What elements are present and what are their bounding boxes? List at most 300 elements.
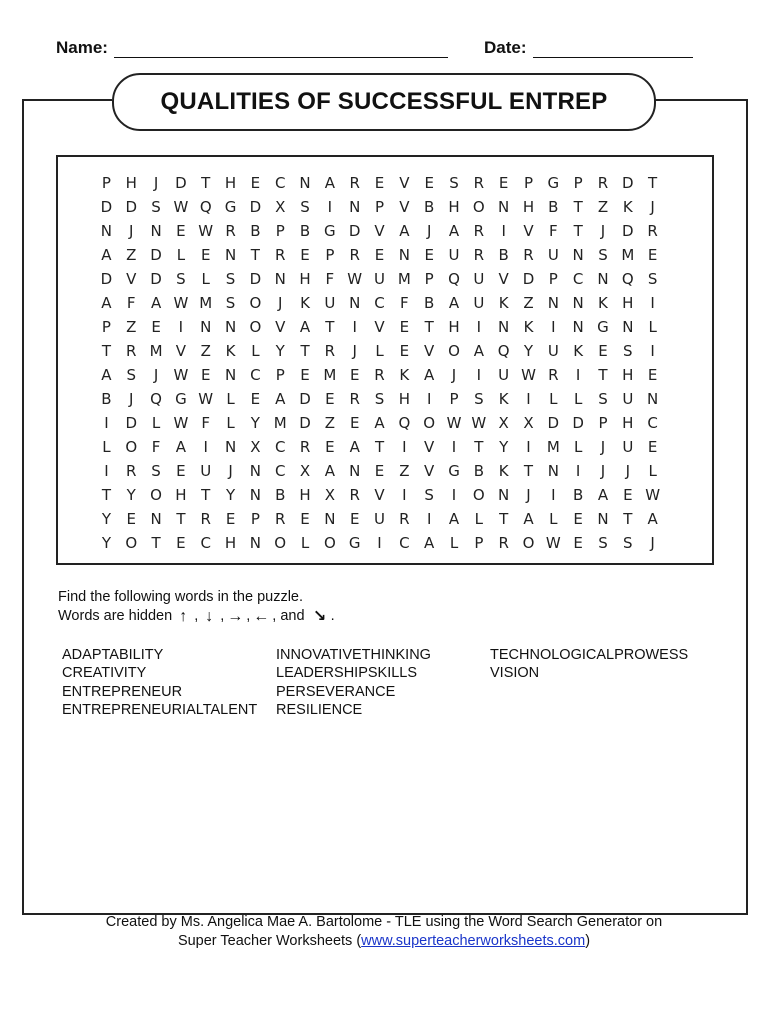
grid-letter[interactable]: A xyxy=(424,366,435,384)
grid-letter[interactable]: I xyxy=(451,438,457,456)
grid-letter[interactable]: N xyxy=(349,462,361,480)
grid-letter[interactable]: E xyxy=(349,510,360,528)
grid-letter[interactable]: W xyxy=(521,366,536,384)
grid-letter[interactable]: D xyxy=(249,198,262,216)
grid-letter[interactable]: H xyxy=(448,318,460,336)
grid-letter[interactable]: K xyxy=(573,342,584,360)
grid-letter[interactable]: I xyxy=(104,414,109,432)
grid-letter[interactable]: A xyxy=(150,294,162,312)
grid-letter[interactable]: N xyxy=(100,222,113,240)
grid-letter[interactable]: I xyxy=(501,222,506,240)
grid-letter[interactable]: A xyxy=(424,534,435,552)
grid-letter[interactable]: N xyxy=(547,462,559,480)
grid-letter[interactable]: E xyxy=(250,174,261,192)
grid-letter[interactable]: K xyxy=(498,294,509,312)
grid-letter[interactable]: D xyxy=(175,174,187,192)
grid-letter[interactable]: T xyxy=(176,510,186,528)
grid-letter[interactable]: H xyxy=(622,366,634,384)
grid-letter[interactable]: J xyxy=(228,462,233,480)
grid-letter[interactable]: J xyxy=(600,222,606,240)
grid-letter[interactable]: E xyxy=(300,246,310,264)
grid-letter[interactable]: S xyxy=(623,534,633,552)
grid-letter[interactable]: X xyxy=(523,414,534,432)
grid-letter[interactable]: F xyxy=(549,222,558,240)
grid-letter[interactable]: G xyxy=(448,462,460,480)
grid-letter[interactable]: N xyxy=(224,318,237,336)
grid-letter[interactable]: N xyxy=(398,246,410,264)
grid-letter[interactable]: T xyxy=(300,342,310,360)
grid-letter[interactable]: S xyxy=(598,390,608,408)
grid-letter[interactable]: M xyxy=(149,342,163,360)
grid-letter[interactable]: M xyxy=(273,414,287,432)
grid-letter[interactable]: T xyxy=(598,366,608,384)
grid-letter[interactable]: U xyxy=(200,462,212,480)
grid-letter[interactable]: N xyxy=(249,534,261,552)
grid-letter[interactable]: L xyxy=(549,510,558,528)
grid-letter[interactable]: F xyxy=(400,294,409,312)
grid-letter[interactable]: R xyxy=(225,222,236,240)
grid-letter[interactable]: W xyxy=(173,366,189,384)
grid-letter[interactable]: J xyxy=(277,294,283,312)
grid-letter[interactable]: I xyxy=(426,510,432,528)
grid-letter[interactable]: P xyxy=(275,222,285,240)
grid-letter[interactable]: P xyxy=(548,270,558,288)
grid-letter[interactable]: I xyxy=(104,462,109,480)
grid-letter[interactable]: E xyxy=(399,318,410,336)
grid-letter[interactable]: N xyxy=(150,222,162,240)
grid-letter[interactable]: Q xyxy=(497,342,510,360)
grid-letter[interactable]: O xyxy=(274,534,287,552)
name-line[interactable] xyxy=(114,41,448,58)
grid-letter[interactable]: X xyxy=(498,414,509,432)
grid-letter[interactable]: W xyxy=(446,414,462,432)
grid-letter[interactable]: K xyxy=(598,294,608,312)
grid-letter[interactable]: J xyxy=(451,366,457,384)
grid-letter[interactable]: E xyxy=(573,510,583,528)
grid-letter[interactable]: P xyxy=(449,390,459,408)
grid-letter[interactable]: J xyxy=(426,222,432,240)
grid-letter[interactable]: T xyxy=(201,486,211,504)
grid-letter[interactable]: M xyxy=(323,366,337,384)
grid-letter[interactable]: S xyxy=(225,294,236,312)
grid-letter[interactable]: N xyxy=(547,294,559,312)
grid-letter[interactable]: R xyxy=(647,222,658,240)
grid-letter[interactable]: R xyxy=(324,342,336,360)
grid-letter[interactable]: I xyxy=(476,366,482,384)
grid-letter[interactable]: W xyxy=(347,270,363,288)
grid-letter[interactable]: I xyxy=(451,486,457,504)
grid-letter[interactable]: R xyxy=(349,174,360,192)
grid-letter[interactable]: M xyxy=(621,246,635,264)
grid-letter[interactable]: B xyxy=(573,486,584,504)
grid-letter[interactable]: E xyxy=(573,534,583,552)
grid-letter[interactable]: I xyxy=(526,438,531,456)
grid-letter[interactable]: O xyxy=(323,534,336,552)
grid-letter[interactable]: I xyxy=(178,318,184,336)
grid-letter[interactable]: I xyxy=(551,486,556,504)
grid-letter[interactable]: K xyxy=(225,342,236,360)
grid-letter[interactable]: A xyxy=(647,510,658,528)
grid-letter[interactable]: D xyxy=(150,270,162,288)
grid-letter[interactable]: O xyxy=(249,294,262,312)
grid-letter[interactable]: E xyxy=(349,366,360,384)
grid-letter[interactable]: H xyxy=(125,174,137,192)
grid-letter[interactable]: A xyxy=(523,510,534,528)
grid-letter[interactable]: M xyxy=(199,294,213,312)
grid-letter[interactable]: R xyxy=(274,246,286,264)
grid-letter[interactable]: V xyxy=(399,198,410,216)
grid-letter[interactable]: S xyxy=(424,486,434,504)
grid-letter[interactable]: I xyxy=(575,462,581,480)
grid-letter[interactable]: D xyxy=(100,198,113,216)
grid-letter[interactable]: X xyxy=(324,486,335,504)
grid-letter[interactable]: N xyxy=(498,318,510,336)
grid-letter[interactable]: N xyxy=(349,198,361,216)
grid-letter[interactable]: W xyxy=(173,198,189,216)
grid-letter[interactable]: P xyxy=(424,270,434,288)
grid-letter[interactable]: G xyxy=(224,198,237,216)
grid-letter[interactable]: T xyxy=(151,534,161,552)
grid-letter[interactable]: J xyxy=(352,342,357,360)
grid-letter[interactable]: V xyxy=(126,270,137,288)
grid-letter[interactable]: R xyxy=(399,510,410,528)
grid-letter[interactable]: L xyxy=(102,438,111,456)
grid-letter[interactable]: B xyxy=(299,222,311,240)
grid-letter[interactable]: Z xyxy=(597,198,609,216)
grid-letter[interactable]: T xyxy=(474,438,484,456)
grid-letter[interactable]: H xyxy=(224,534,237,552)
grid-letter[interactable]: D xyxy=(125,198,138,216)
grid-letter[interactable]: P xyxy=(101,318,111,336)
grid-letter[interactable]: R xyxy=(473,246,485,264)
grid-letter[interactable]: I xyxy=(575,366,581,384)
grid-letter[interactable]: E xyxy=(176,222,186,240)
grid-letter[interactable]: I xyxy=(203,438,208,456)
grid-letter[interactable]: T xyxy=(101,342,111,360)
grid-letter[interactable]: E xyxy=(424,174,434,192)
grid-letter[interactable]: B xyxy=(548,198,559,216)
grid-letter[interactable]: R xyxy=(349,486,360,504)
grid-letter[interactable]: E xyxy=(374,174,385,192)
grid-letter[interactable]: A xyxy=(597,486,609,504)
grid-letter[interactable]: E xyxy=(349,414,360,432)
grid-letter[interactable]: S xyxy=(225,270,236,288)
grid-letter[interactable]: R xyxy=(274,510,286,528)
grid-letter[interactable]: L xyxy=(151,414,161,432)
grid-letter[interactable]: N xyxy=(622,318,634,336)
grid-letter[interactable]: Y xyxy=(126,486,136,504)
grid-letter[interactable]: L xyxy=(449,534,459,552)
grid-letter[interactable]: S xyxy=(647,270,658,288)
grid-letter[interactable]: P xyxy=(101,174,111,192)
grid-letter[interactable]: X xyxy=(299,462,311,480)
grid-letter[interactable]: N xyxy=(324,510,336,528)
grid-letter[interactable]: E xyxy=(399,342,410,360)
grid-letter[interactable]: B xyxy=(424,198,435,216)
grid-letter[interactable]: I xyxy=(426,390,432,408)
grid-letter[interactable]: E xyxy=(225,510,236,528)
grid-letter[interactable]: W xyxy=(198,222,214,240)
grid-letter[interactable]: L xyxy=(226,414,235,432)
grid-letter[interactable]: L xyxy=(201,270,210,288)
grid-letter[interactable]: T xyxy=(523,462,534,480)
grid-letter[interactable]: A xyxy=(324,462,335,480)
grid-letter[interactable]: P xyxy=(250,510,260,528)
grid-letter[interactable]: L xyxy=(375,342,384,360)
grid-letter[interactable]: J xyxy=(600,438,606,456)
grid-letter[interactable]: A xyxy=(275,390,286,408)
grid-letter[interactable]: P xyxy=(598,414,608,432)
grid-letter[interactable]: D xyxy=(299,414,311,432)
grid-letter[interactable]: E xyxy=(176,534,186,552)
grid-letter[interactable]: N xyxy=(249,462,261,480)
grid-letter[interactable]: T xyxy=(424,318,434,336)
grid-letter[interactable]: H xyxy=(398,390,410,408)
grid-letter[interactable]: S xyxy=(176,270,186,288)
grid-letter[interactable]: P xyxy=(523,174,534,192)
grid-letter[interactable]: B xyxy=(101,390,112,408)
grid-letter[interactable]: O xyxy=(249,318,262,336)
grid-letter[interactable]: E xyxy=(647,438,658,456)
grid-letter[interactable]: E xyxy=(647,366,658,384)
grid-letter[interactable]: L xyxy=(226,390,235,408)
grid-letter[interactable]: U xyxy=(324,294,336,312)
grid-letter[interactable]: M xyxy=(397,270,411,288)
grid-letter[interactable]: X xyxy=(275,198,286,216)
grid-letter[interactable]: W xyxy=(173,294,189,312)
grid-letter[interactable]: Y xyxy=(250,414,260,432)
grid-letter[interactable]: R xyxy=(200,510,211,528)
grid-letter[interactable]: T xyxy=(648,174,658,192)
grid-letter[interactable]: B xyxy=(424,294,435,312)
grid-letter[interactable]: R xyxy=(473,222,485,240)
grid-letter[interactable]: R xyxy=(126,462,137,480)
grid-letter[interactable]: L xyxy=(176,246,186,264)
grid-letter[interactable]: V xyxy=(424,438,435,456)
grid-letter[interactable]: A xyxy=(101,246,112,264)
grid-letter[interactable]: G xyxy=(324,222,336,240)
grid-letter[interactable]: K xyxy=(300,294,310,312)
grid-letter[interactable]: H xyxy=(299,270,311,288)
grid-letter[interactable]: B xyxy=(275,486,286,504)
grid-letter[interactable]: G xyxy=(597,318,609,336)
grid-letter[interactable]: I xyxy=(327,198,333,216)
grid-letter[interactable]: C xyxy=(399,534,410,552)
grid-letter[interactable]: I xyxy=(526,390,531,408)
grid-letter[interactable]: S xyxy=(474,390,484,408)
grid-letter[interactable]: V xyxy=(275,318,286,336)
grid-letter[interactable]: H xyxy=(224,174,237,192)
grid-letter[interactable]: D xyxy=(547,414,560,432)
grid-letter[interactable]: O xyxy=(125,534,138,552)
grid-letter[interactable]: W xyxy=(645,486,661,504)
grid-letter[interactable]: L xyxy=(251,342,260,360)
grid-letter[interactable]: T xyxy=(623,510,633,528)
grid-letter[interactable]: R xyxy=(473,174,485,192)
grid-letter[interactable]: E xyxy=(151,318,161,336)
grid-letter[interactable]: E xyxy=(325,390,335,408)
grid-letter[interactable]: A xyxy=(399,222,410,240)
grid-letter[interactable]: D xyxy=(622,222,634,240)
grid-letter[interactable]: B xyxy=(250,222,261,240)
grid-letter[interactable]: Z xyxy=(200,342,211,360)
grid-letter[interactable]: V xyxy=(424,462,435,480)
grid-letter[interactable]: J xyxy=(153,174,159,192)
grid-letter[interactable]: E xyxy=(250,390,261,408)
grid-letter[interactable]: I xyxy=(352,318,357,336)
grid-letter[interactable]: Q xyxy=(150,390,162,408)
grid-letter[interactable]: U xyxy=(622,390,634,408)
grid-letter[interactable]: O xyxy=(472,486,485,504)
grid-letter[interactable]: N xyxy=(224,246,237,264)
grid-letter[interactable]: G xyxy=(175,390,187,408)
grid-letter[interactable]: J xyxy=(129,222,134,240)
grid-letter[interactable]: H xyxy=(448,198,460,216)
grid-letter[interactable]: P xyxy=(573,174,583,192)
grid-letter[interactable]: S xyxy=(623,342,633,360)
grid-letter[interactable]: F xyxy=(151,438,161,456)
grid-letter[interactable]: D xyxy=(348,222,361,240)
grid-letter[interactable]: I xyxy=(551,318,556,336)
grid-letter[interactable]: F xyxy=(126,294,136,312)
grid-letter[interactable]: U xyxy=(473,270,485,288)
grid-letter[interactable]: A xyxy=(324,174,335,192)
grid-letter[interactable]: S xyxy=(598,246,608,264)
grid-letter[interactable]: V xyxy=(175,342,187,360)
grid-letter[interactable]: R xyxy=(126,342,137,360)
grid-letter[interactable]: Q xyxy=(398,414,411,432)
grid-letter[interactable]: E xyxy=(300,366,310,384)
grid-letter[interactable]: O xyxy=(522,534,535,552)
grid-letter[interactable]: T xyxy=(573,198,583,216)
grid-letter[interactable]: Q xyxy=(621,270,634,288)
grid-letter[interactable]: V xyxy=(523,222,534,240)
grid-letter[interactable]: E xyxy=(300,510,310,528)
grid-letter[interactable]: A xyxy=(473,342,484,360)
grid-letter[interactable]: X xyxy=(250,438,261,456)
grid-letter[interactable]: N xyxy=(150,510,162,528)
grid-letter[interactable]: T xyxy=(325,318,335,336)
grid-letter[interactable]: Z xyxy=(126,246,137,264)
grid-letter[interactable]: T xyxy=(201,174,211,192)
grid-letter[interactable]: W xyxy=(198,390,214,408)
grid-letter[interactable]: Y xyxy=(101,534,111,552)
grid-letter[interactable]: N xyxy=(647,390,659,408)
grid-letter[interactable]: U xyxy=(448,246,460,264)
grid-letter[interactable]: G xyxy=(348,534,361,552)
grid-letter[interactable]: B xyxy=(498,246,509,264)
grid-letter[interactable]: K xyxy=(498,390,509,408)
grid-letter[interactable]: E xyxy=(623,486,633,504)
grid-letter[interactable]: R xyxy=(597,174,609,192)
grid-letter[interactable]: D xyxy=(125,414,138,432)
grid-letter[interactable]: L xyxy=(549,390,558,408)
grid-letter[interactable]: J xyxy=(625,462,631,480)
grid-letter[interactable]: L xyxy=(573,390,583,408)
grid-letter[interactable]: D xyxy=(100,270,113,288)
grid-letter[interactable]: C xyxy=(250,366,261,384)
grid-letter[interactable]: J xyxy=(526,486,531,504)
grid-letter[interactable]: N xyxy=(349,294,361,312)
grid-letter[interactable]: E xyxy=(647,246,658,264)
grid-letter[interactable]: C xyxy=(572,270,584,288)
grid-letter[interactable]: T xyxy=(573,222,583,240)
grid-letter[interactable]: E xyxy=(598,342,608,360)
grid-letter[interactable]: I xyxy=(377,534,382,552)
grid-letter[interactable]: N xyxy=(224,366,237,384)
grid-letter[interactable]: C xyxy=(374,294,385,312)
grid-letter[interactable]: Q xyxy=(199,198,212,216)
grid-letter[interactable]: R xyxy=(523,246,534,264)
grid-letter[interactable]: E xyxy=(424,246,434,264)
grid-letter[interactable]: I xyxy=(650,342,655,360)
grid-letter[interactable]: N xyxy=(224,438,237,456)
grid-letter[interactable]: N xyxy=(597,270,609,288)
grid-letter[interactable]: O xyxy=(448,342,460,360)
grid-letter[interactable]: E xyxy=(126,510,136,528)
grid-letter[interactable]: A xyxy=(448,222,460,240)
grid-letter[interactable]: I xyxy=(650,294,655,312)
grid-letter[interactable]: V xyxy=(374,318,385,336)
grid-letter[interactable]: G xyxy=(547,174,560,192)
grid-letter[interactable]: E xyxy=(200,366,211,384)
grid-letter[interactable]: A xyxy=(349,438,360,456)
grid-letter[interactable]: T xyxy=(250,246,260,264)
grid-letter[interactable]: C xyxy=(274,462,286,480)
grid-letter[interactable]: F xyxy=(201,414,211,432)
grid-letter[interactable]: P xyxy=(375,198,385,216)
grid-letter[interactable]: S xyxy=(449,174,459,192)
grid-letter[interactable]: U xyxy=(622,438,634,456)
grid-letter[interactable]: Y xyxy=(499,438,509,456)
grid-letter[interactable]: A xyxy=(101,366,112,384)
grid-letter[interactable]: U xyxy=(498,366,510,384)
grid-letter[interactable]: H xyxy=(622,414,634,432)
grid-letter[interactable]: N xyxy=(572,246,584,264)
grid-letter[interactable]: J xyxy=(153,366,159,384)
grid-letter[interactable]: P xyxy=(275,366,285,384)
grid-letter[interactable]: Z xyxy=(126,318,137,336)
grid-letter[interactable]: U xyxy=(547,246,559,264)
grid-letter[interactable]: I xyxy=(402,438,407,456)
grid-letter[interactable]: H xyxy=(299,486,311,504)
grid-letter[interactable]: N xyxy=(274,270,286,288)
date-line[interactable] xyxy=(533,41,693,58)
grid-letter[interactable]: S xyxy=(300,198,310,216)
grid-letter[interactable]: K xyxy=(399,366,410,384)
grid-letter[interactable]: U xyxy=(473,294,485,312)
grid-letter[interactable]: R xyxy=(498,534,509,552)
grid-letter[interactable]: Y xyxy=(101,510,111,528)
grid-letter[interactable]: O xyxy=(125,438,138,456)
grid-letter[interactable]: J xyxy=(650,198,655,216)
grid-letter[interactable]: N xyxy=(572,318,584,336)
grid-letter[interactable]: W xyxy=(545,534,561,552)
grid-letter[interactable]: V xyxy=(374,222,385,240)
grid-letter[interactable]: A xyxy=(175,438,187,456)
grid-letter[interactable]: Y xyxy=(225,486,236,504)
grid-letter[interactable]: Y xyxy=(275,342,285,360)
grid-letter[interactable]: D xyxy=(522,270,535,288)
grid-letter[interactable]: N xyxy=(597,510,609,528)
website-link[interactable]: www.superteacherworksheets.com xyxy=(361,933,586,949)
grid-letter[interactable]: J xyxy=(650,534,655,552)
grid-letter[interactable]: T xyxy=(101,486,111,504)
grid-letter[interactable]: S xyxy=(151,198,161,216)
grid-letter[interactable]: W xyxy=(471,414,487,432)
grid-letter[interactable]: E xyxy=(325,438,335,456)
grid-letter[interactable]: L xyxy=(300,534,310,552)
